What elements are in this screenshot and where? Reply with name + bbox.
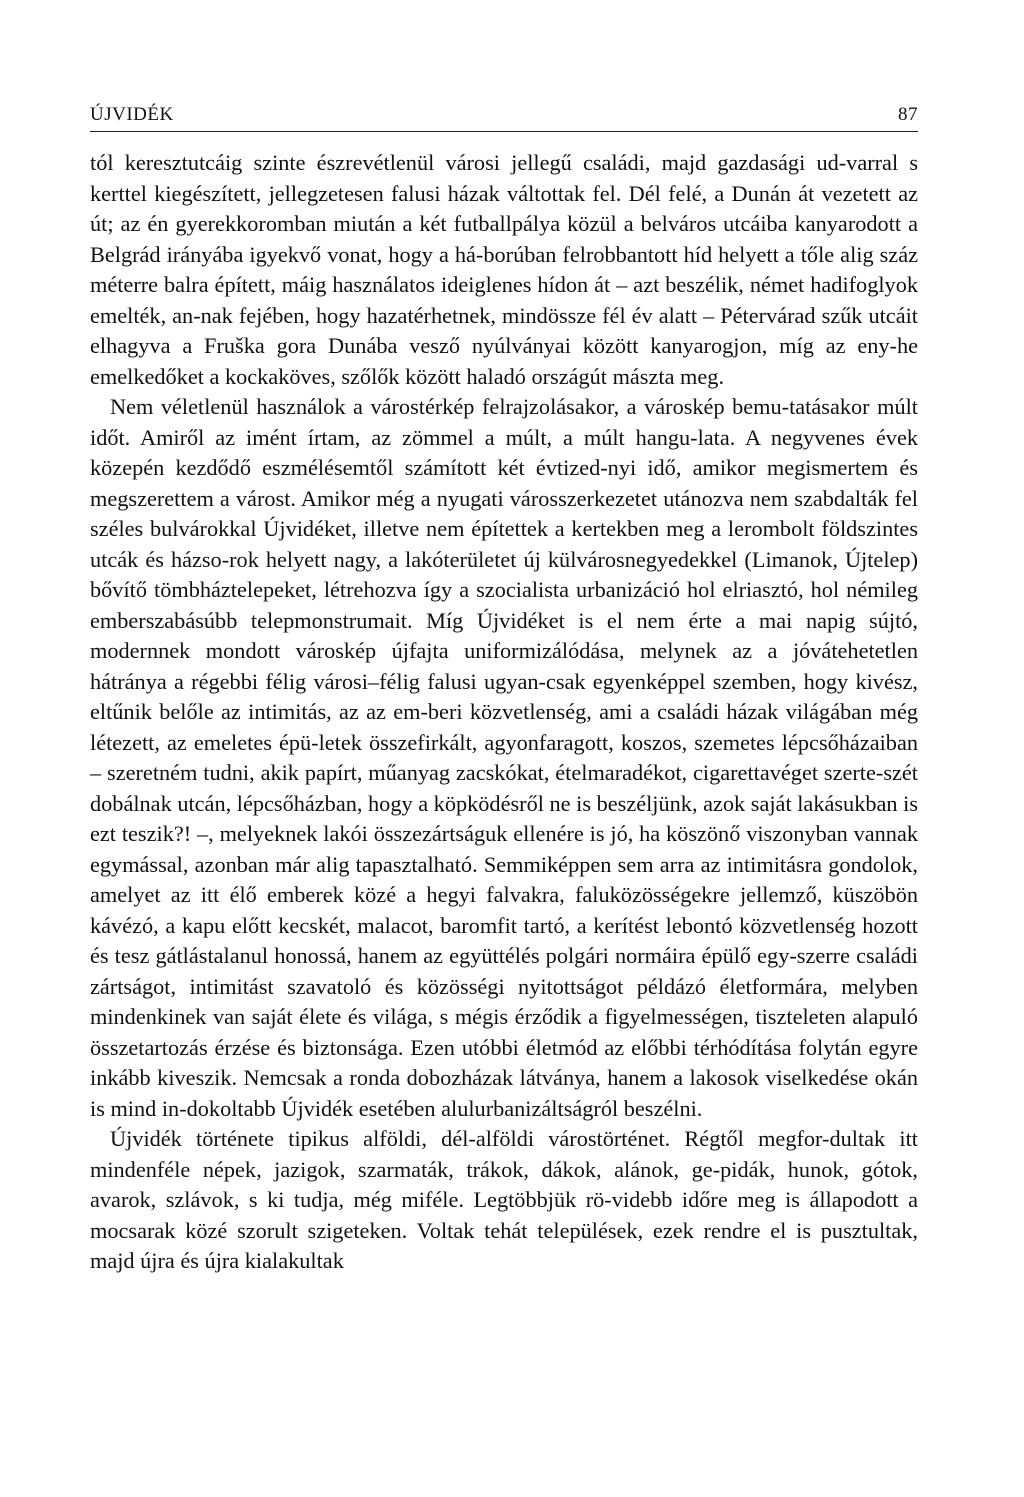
running-title: ÚJVIDÉK [90, 104, 174, 125]
book-page [90, 104, 918, 1277]
paragraph: Újvidék története tipikus alföldi, dél-alföldi várostörténet. Régtől megfor-dultak itt mindenféle népek, jazigok, szarmaták, trákok, dákok, alánok, ge-pidák, hunok, gótok, avarok, szlávok, s ki tudja, még miféle. Legtöbbjük rö-videbb időre meg is állapodott a mocsarak közé szorult szigeteken. Voltak tehát települések, ezek rendre el is pusztultak, majd újra és újra kialakultak [90, 1126, 918, 1273]
running-header [90, 104, 918, 132]
paragraph-continued: tól keresztutcáig szinte észrevétlenül városi jellegű családi, majd gazdasági ud-varral s kerttel kiegészített, jellegzetesen falusi házak váltottak fel. Dél felé, a Dunán át vezetett az út; az én gyerekkoromban miután a két futballpálya közül a belváros utcáiba kanyarodott a Belgrád irányába igyekvő vonat, hogy a há-borúban felrobbantott híd helyett a tőle alig száz méterre balra épített, máig használatos ideiglenes hídon át – azt beszélik, német hadifoglyok emelték, an-nak fejében, hogy hazatérhetnek, mindössze fél év alatt – Pétervárad szűk utcáit elhagyva a Fruška gora Dunába vesző nyúlványai között kanyarogjon, míg az eny-he emelkedőket a kockaköves, szőlők között haladó országút mászta meg. [90, 150, 918, 389]
page-number: 87 [898, 104, 918, 125]
paragraph: Nem véletlenül használok a várostérkép felrajzolásakor, a városkép bemu-tatásakor múlt időt. Amiről az imént írtam, az zömmel a múlt, a múlt hangu-lata. A negyvenes évek közepén kezdődő eszmélésemtől számított két évtized-nyi idő, amikor megismertem és megszerettem a várost. Amikor még a nyugati városszerkezetet utánozva nem szabdalták fel széles bulvárokkal Újvidéket, illetve nem építettek a kertekben meg a lerombolt földszintes utcák és házso-rok helyett nagy, a lakóterületet új külvárosnegyedekkel (Limanok, Újtelep) bővítő tömbháztelepeket, létrehozva így a szocialista urbanizáció hol elriasztó, hol némileg emberszabásúbb telepmonstrumait. Míg Újvidéket is el nem érte a mai napig sújtó, modernnek mondott városkép újfajta uniformizálódása, melynek az a jóvátehetetlen hátránya a régebbi félig városi–félig falusi ugyan-csak egyenképpel szemben, hogy kivész, eltűnik belőle az intimitás, az az em-beri közvetlenség, ami a családi házak világában még létezett, az emeletes épü-letek összefirkált, agyonfaragott, koszos, szemetes lépcsőházaiban – szeretném tudni, akik papírt, műanyag zacskókat, ételmaradékot, cigarettavéget szerte-szét dobálnak utcán, lépcsőházban, hogy a köpködésről ne is beszéljünk, azok saját lakásukban is ezt teszik?! –, melyeknek lakói összezártságuk ellenére is jó, ha köszönő viszonyban vannak egymással, azonban már alig tapasztalható. Semmiképpen sem arra az intimitásra gondolok, amelyet az itt élő emberek közé a hegyi falvakra, faluközösségekre jellemző, küszöbön kávézó, a kapu előtt kecskét, malacot, baromfit tartó, a kerítést lebontó közvetlenség hozott és tesz gátlástalanul honossá, hanem az együttélés polgári normáira épülő egy-szerre családi zártságot, intimitást szavatoló és közösségi nyitottságot példázó életformára, melyben mindenkinek van saját élete és világa, s mégis érződik a figyelmességen, tiszteleten alapuló összetartozás érzése és biztonsága. Ezen utóbbi életmód az előbbi térhódítása folytán egyre inkább kiveszik. Nemcsak a ronda dobozházak látványa, hanem a lakosok viselkedése okán is mind in-dokoltabb Újvidék esetében alulurbanizáltságról beszélni. [90, 394, 918, 1121]
body-text [90, 148, 918, 1277]
